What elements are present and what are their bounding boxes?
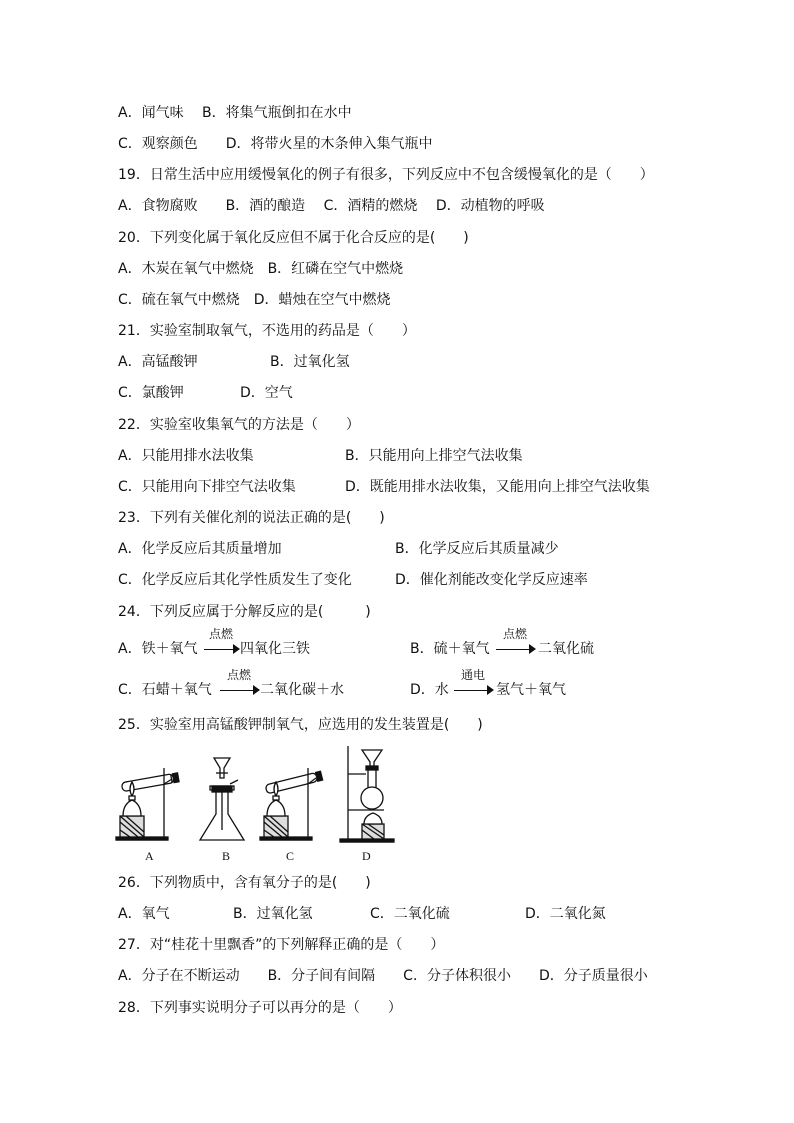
q22-option-d: D．既能用排水法收集，又能用向上排空气法收集 bbox=[345, 479, 650, 495]
reactants: B．硫＋氧气 bbox=[410, 641, 490, 657]
apparatus-figure bbox=[112, 744, 402, 866]
q22-stem: 22．实验室收集氧气的方法是（ ） bbox=[118, 417, 360, 433]
apparatus-label-a: A bbox=[145, 849, 154, 863]
reaction-arrow bbox=[494, 627, 536, 658]
products: 二氧化碳＋水 bbox=[260, 682, 344, 698]
q24-stem: 24．下列反应属于分解反应的是( ) bbox=[118, 604, 371, 620]
q26-stem: 26．下列物质中，含有氧分子的是( ) bbox=[118, 875, 371, 891]
reactants: C．石蜡＋氧气 bbox=[118, 682, 212, 698]
apparatus-label-c: C bbox=[286, 849, 295, 863]
q19-options: A．食物腐败 B．酒的酿造 C．酒精的燃烧 D．动植物的呼吸 bbox=[118, 198, 545, 214]
arrow-head-icon bbox=[233, 644, 240, 654]
arrow-shaft bbox=[204, 649, 234, 650]
products: 二氧化硫 bbox=[538, 641, 594, 657]
q20-option-line-1: A．木炭在氧气中燃烧 B．红磷在空气中燃烧 bbox=[118, 261, 404, 277]
apparatus-d bbox=[340, 746, 394, 842]
q22-option-a: A．只能用排水法收集 bbox=[118, 448, 254, 464]
products: 四氧化三铁 bbox=[240, 641, 310, 657]
q23-option-b: B．化学反应后其质量减少 bbox=[395, 541, 559, 557]
q21-option-b: B．过氧化氢 bbox=[270, 354, 350, 370]
q26-option-c: C．二氧化硫 bbox=[370, 906, 450, 922]
reactants: D．水 bbox=[410, 682, 449, 698]
apparatus-c bbox=[260, 768, 323, 840]
arrow-shaft bbox=[220, 690, 254, 691]
reaction-condition: 通电 bbox=[460, 668, 485, 682]
q21-stem: 21．实验室制取氧气，不选用的药品是（ ） bbox=[118, 323, 416, 339]
q23-stem: 23．下列有关催化剂的说法正确的是( ) bbox=[118, 510, 385, 526]
q22-option-b: B．只能用向上排空气法收集 bbox=[345, 448, 523, 464]
q26-option-a: A．氧气 bbox=[118, 906, 170, 922]
apparatus-label-b: B bbox=[222, 849, 231, 863]
q27-stem: 27．对“桂花十里飘香”的下列解释正确的是（ ） bbox=[118, 937, 445, 953]
arrow-head-icon bbox=[253, 685, 260, 695]
q22-option-c: C．只能用向下排空气法收集 bbox=[118, 479, 296, 495]
reaction-condition: 点燃 bbox=[502, 627, 527, 641]
q21-option-c: C．氯酸钾 bbox=[118, 385, 184, 401]
arrow-head-icon bbox=[529, 644, 536, 654]
apparatus-label-d: D bbox=[362, 849, 371, 863]
reactants: A．铁＋氧气 bbox=[118, 641, 198, 657]
q26-option-b: B．过氧化氢 bbox=[233, 906, 313, 922]
q28-stem: 28．下列事实说明分子可以再分的是（ ） bbox=[118, 1000, 402, 1016]
q21-option-d: D．空气 bbox=[240, 385, 293, 401]
reaction-arrow bbox=[218, 668, 260, 699]
q23-option-d: D．催化剂能改变化学反应速率 bbox=[395, 572, 588, 588]
apparatus-a bbox=[116, 768, 179, 840]
q20-option-line-2: C．硫在氧气中燃烧 D．蜡烛在空气中燃烧 bbox=[118, 292, 391, 308]
arrow-shaft bbox=[496, 649, 530, 650]
q21-option-a: A．高锰酸钾 bbox=[118, 354, 198, 370]
reaction-arrow bbox=[452, 668, 494, 699]
q25-stem: 25．实验室用高锰酸钾制氧气，应选用的发生装置是( ) bbox=[118, 717, 483, 733]
arrow-shaft bbox=[454, 690, 488, 691]
reaction-condition: 点燃 bbox=[226, 668, 251, 682]
q18-option-line-2: C．观察颜色 D．将带火星的木条伸入集气瓶中 bbox=[118, 136, 433, 152]
products: 氢气＋氧气 bbox=[496, 682, 566, 698]
q23-option-a: A．化学反应后其质量增加 bbox=[118, 541, 282, 557]
q23-option-c: C．化学反应后其化学性质发生了变化 bbox=[118, 572, 352, 588]
q26-option-d: D．二氧化氮 bbox=[525, 906, 606, 922]
q18-option-line-1: A．闻气味 B．将集气瓶倒扣在水中 bbox=[118, 105, 352, 121]
arrow-head-icon bbox=[487, 685, 494, 695]
q27-options: A．分子在不断运动 B．分子间有间隔 C．分子体积很小 D．分子质量很小 bbox=[118, 968, 648, 984]
reaction-arrow bbox=[202, 627, 240, 658]
q19-stem: 19．日常生活中应用缓慢氧化的例子有很多，下列反应中不包含缓慢氧化的是（ ） bbox=[118, 167, 654, 183]
reaction-condition: 点燃 bbox=[208, 627, 233, 641]
q20-stem: 20．下列变化属于氧化反应但不属于化合反应的是( ) bbox=[118, 230, 469, 246]
apparatus-b bbox=[200, 758, 244, 840]
